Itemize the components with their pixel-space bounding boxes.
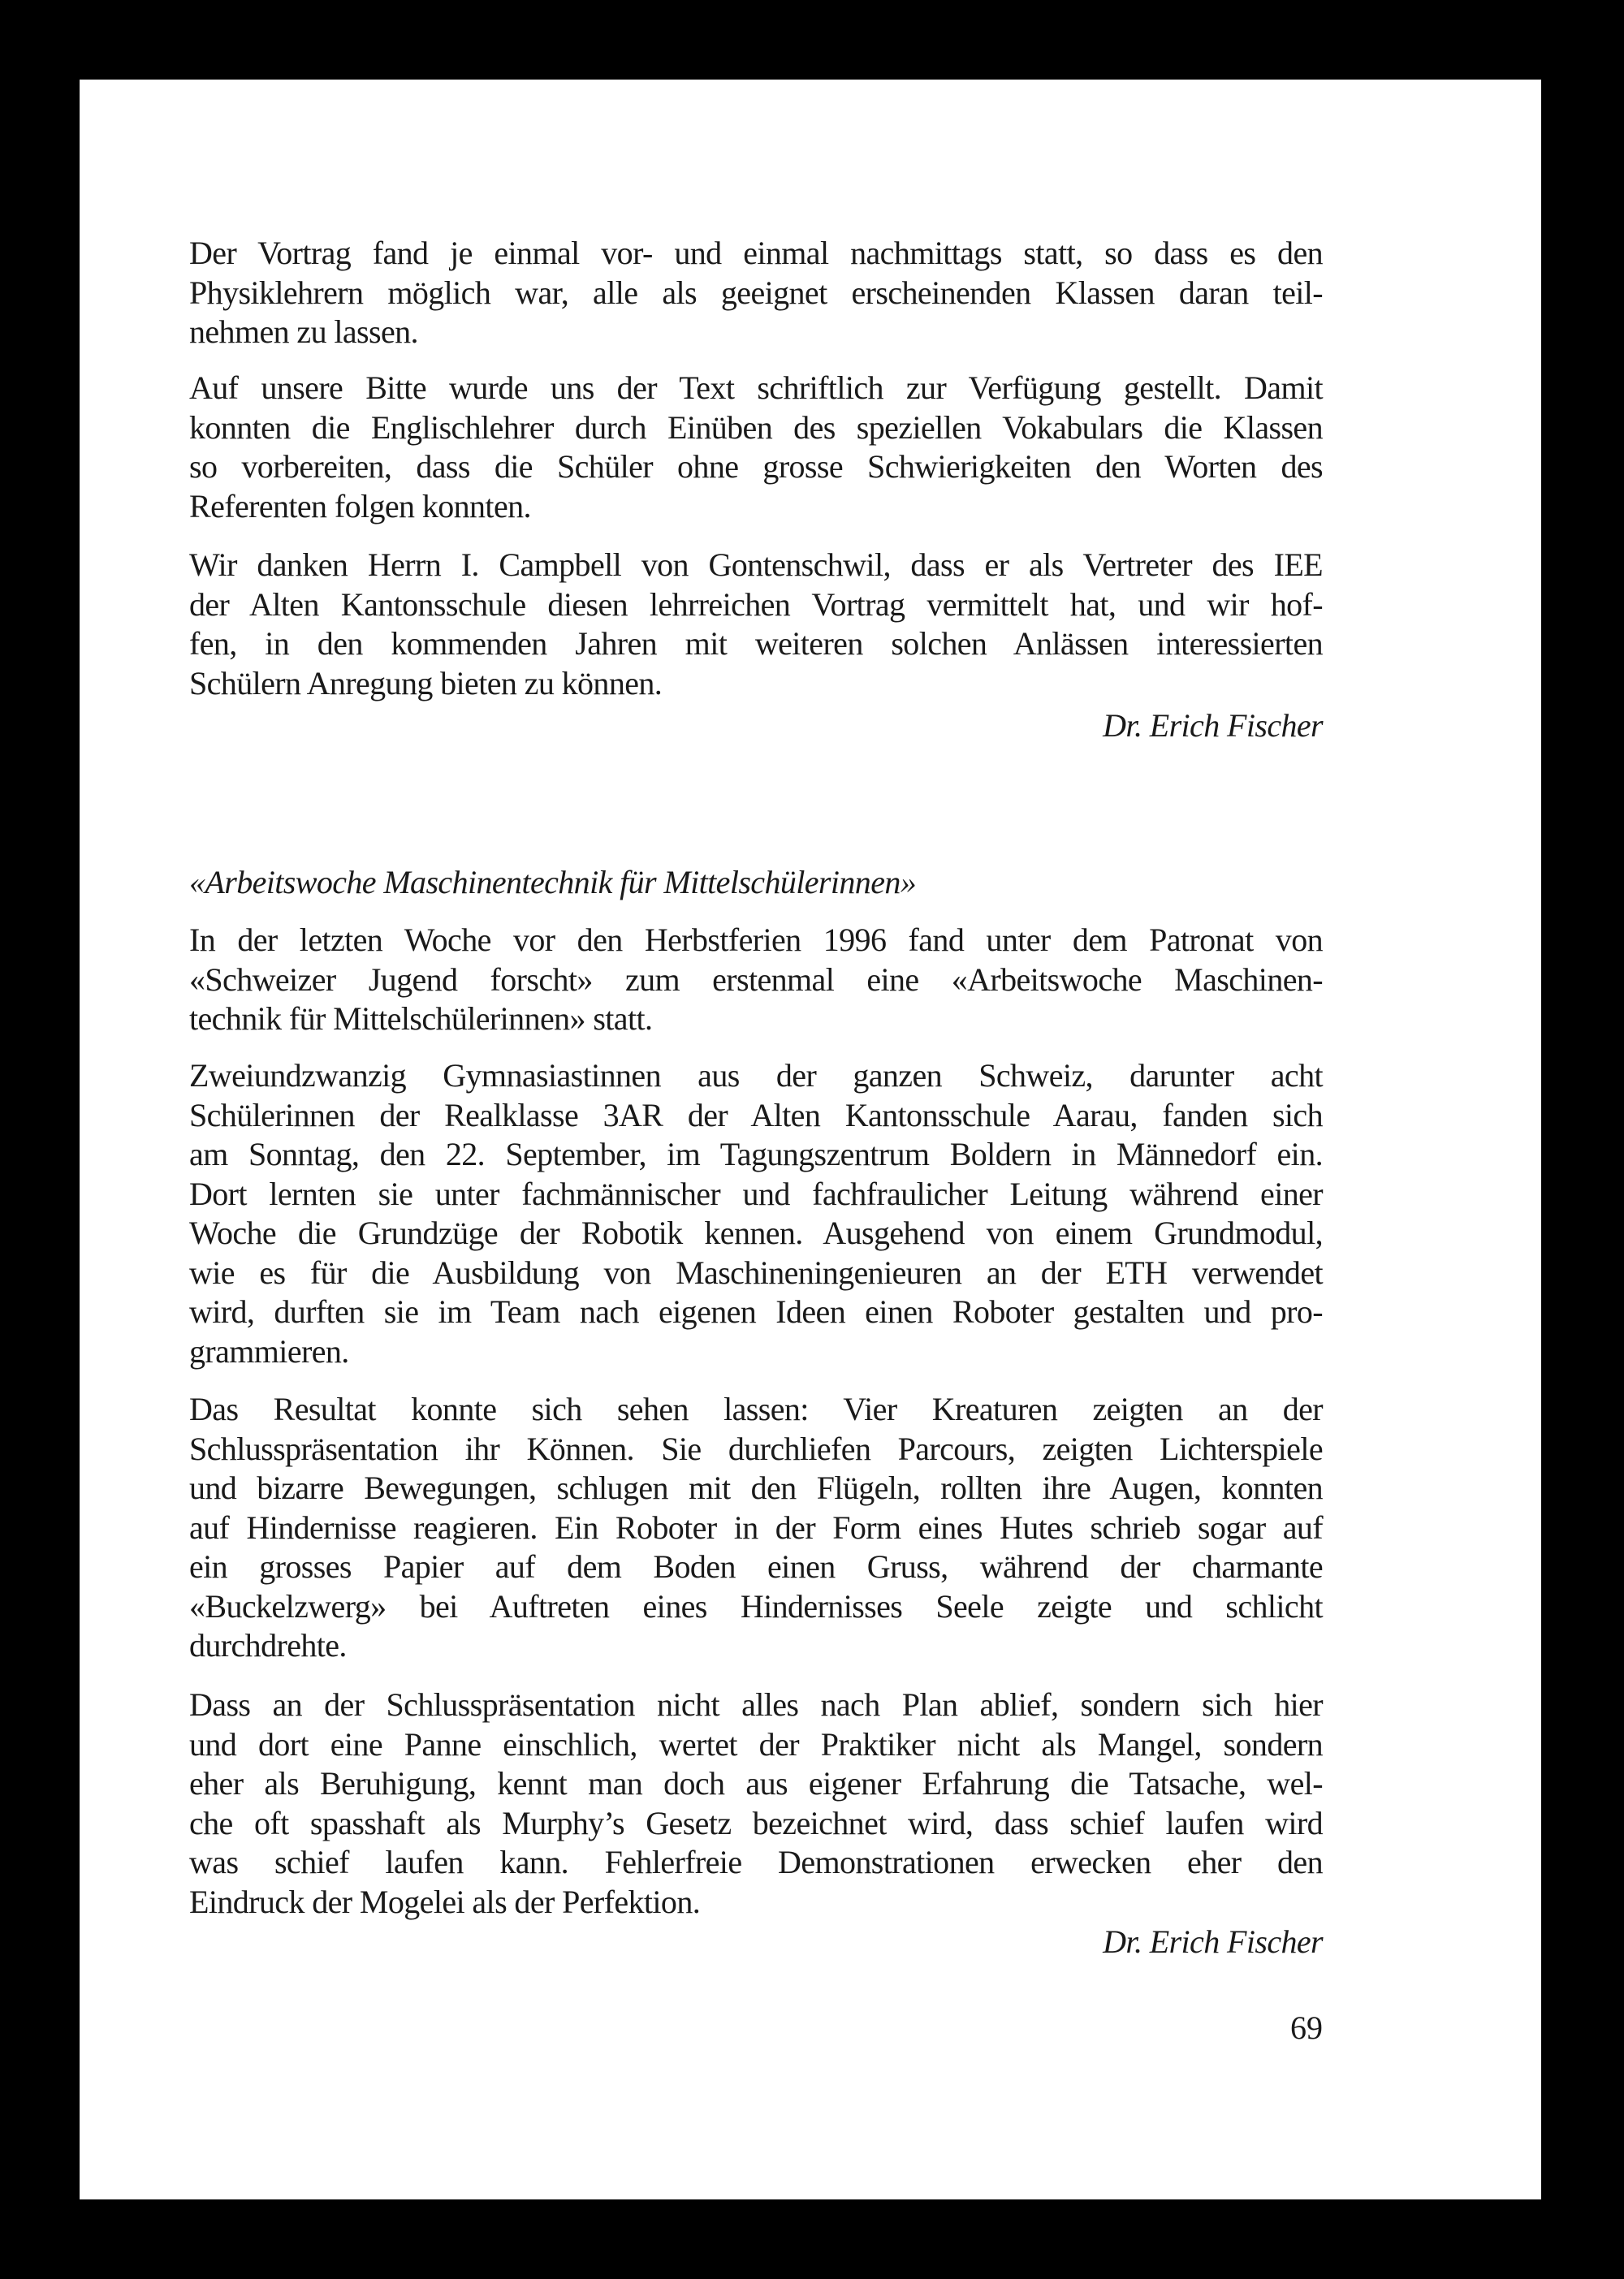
- text-line: auf Hindernisse reagieren. Ein Roboter in der Form eines Hutes schrieb sogar auf: [189, 1509, 1323, 1546]
- text-line: Der Vortrag fand je einmal vor- und einmal nachmittags statt, so dass es den: [189, 235, 1323, 271]
- text-line: In der letzten Woche vor den Herbstferien 1996 fand unter dem Patronat von: [189, 922, 1323, 958]
- text-line: der Alten Kantonsschule diesen lehrreichen Vortrag vermittelt hat, und wir hof-: [189, 585, 1323, 623]
- text-line: Eindruck der Mogelei als der Perfektion.: [189, 1883, 701, 1920]
- page-number: 69: [1290, 2009, 1323, 2046]
- text-line: wie es für die Ausbildung von Maschineningenieuren an der ETH verwendet: [189, 1254, 1323, 1291]
- text-line: durchdrehte.: [189, 1627, 347, 1664]
- text-line: Schülerinnen der Realklasse 3AR der Alten Kantonsschule Aarau, fanden sich: [189, 1096, 1323, 1133]
- text-line: Referenten folgen konnten.: [189, 487, 531, 524]
- text-line: Dort lernten sie unter fachmännischer und fachfraulicher Leitung während einer: [189, 1175, 1323, 1212]
- text-line: eher als Beruhigung, kennt man doch aus eigener Erfahrung die Tatsache, wel-: [189, 1765, 1323, 1802]
- text-line: was schief laufen kann. Fehlerfreie Demonstrationen erwecken eher den: [189, 1844, 1323, 1880]
- text-line: fen, in den kommenden Jahren mit weiteren solchen Anlässen interessierten: [189, 625, 1323, 662]
- text-line: «Schweizer Jugend forscht» zum erstenmal eine «Arbeitswoche Maschinen-: [189, 960, 1323, 998]
- text-line: technik für Mittelschülerinnen» statt.: [189, 1000, 653, 1037]
- text-line: Schülern Anregung bieten zu können.: [189, 664, 663, 701]
- text-line: Zweiundzwanzig Gymnasiastinnen aus der ganzen Schweiz, darunter acht: [189, 1057, 1323, 1094]
- paragraph: [189, 921, 1323, 1039]
- paragraph: [189, 1390, 1323, 1666]
- text-line: so vorbereiten, dass die Schüler ohne grosse Schwierigkeiten den Worten des: [189, 448, 1323, 485]
- text-line: konnten die Englischlehrer durch Einüben des speziellen Vokabulars die Klassen: [189, 408, 1323, 446]
- signature: Dr. Erich Fischer: [1103, 1923, 1323, 1960]
- text-line: Physiklehrern möglich war, alle als geeignet erscheinenden Klassen daran teil-: [189, 274, 1323, 311]
- paragraph: [189, 1056, 1323, 1371]
- text-line: che oft spasshaft als Murphy’s Gesetz bezeichnet wird, dass schief laufen wird: [189, 1804, 1323, 1841]
- text-line: Auf unsere Bitte wurde uns der Text schriftlich zur Verfügung gestellt. Damit: [189, 369, 1323, 406]
- text-line: am Sonntag, den 22. September, im Tagungszentrum Boldern in Männedorf ein.: [189, 1136, 1323, 1172]
- text-line: Woche die Grundzüge der Robotik kennen. Ausgehend von einem Grundmodul,: [189, 1215, 1323, 1251]
- signature: Dr. Erich Fischer: [1103, 707, 1323, 744]
- text-line: wird, durften sie im Team nach eigenen Ideen einen Roboter gestalten und pro-: [189, 1293, 1323, 1330]
- text-line: Das Resultat konnte sich sehen lassen: Vier Kreaturen zeigten an der: [189, 1391, 1323, 1427]
- text-line: grammieren.: [189, 1332, 349, 1370]
- paragraph: [189, 369, 1323, 526]
- paragraph: [189, 546, 1323, 703]
- article-heading: «Arbeitswoche Maschinentechnik für Mittelschülerinnen»: [189, 864, 917, 900]
- text-line: und bizarre Bewegungen, schlugen mit den Flügeln, rollten ihre Augen, konnten: [189, 1470, 1323, 1506]
- text-line: Wir danken Herrn I. Campbell von Gontenschwil, dass er als Vertreter des IEE: [189, 546, 1323, 583]
- text-line: nehmen zu lassen.: [189, 313, 418, 350]
- text-line: Dass an der Schlusspräsentation nicht alles nach Plan ablief, sondern sich hier: [189, 1686, 1323, 1723]
- text-line: Schlusspräsentation ihr Können. Sie durchliefen Parcours, zeigten Lichterspiele: [189, 1430, 1323, 1467]
- text-line: «Buckelzwerg» bei Auftreten eines Hindernisses Seele zeigte und schlicht: [189, 1587, 1323, 1625]
- paragraph: [189, 234, 1323, 352]
- text-line: ein grosses Papier auf dem Boden einen Gruss, während der charmante: [189, 1548, 1323, 1585]
- text-line: und dort eine Panne einschlich, wertet der Praktiker nicht als Mangel, sondern: [189, 1725, 1323, 1763]
- paragraph: [189, 1686, 1323, 1922]
